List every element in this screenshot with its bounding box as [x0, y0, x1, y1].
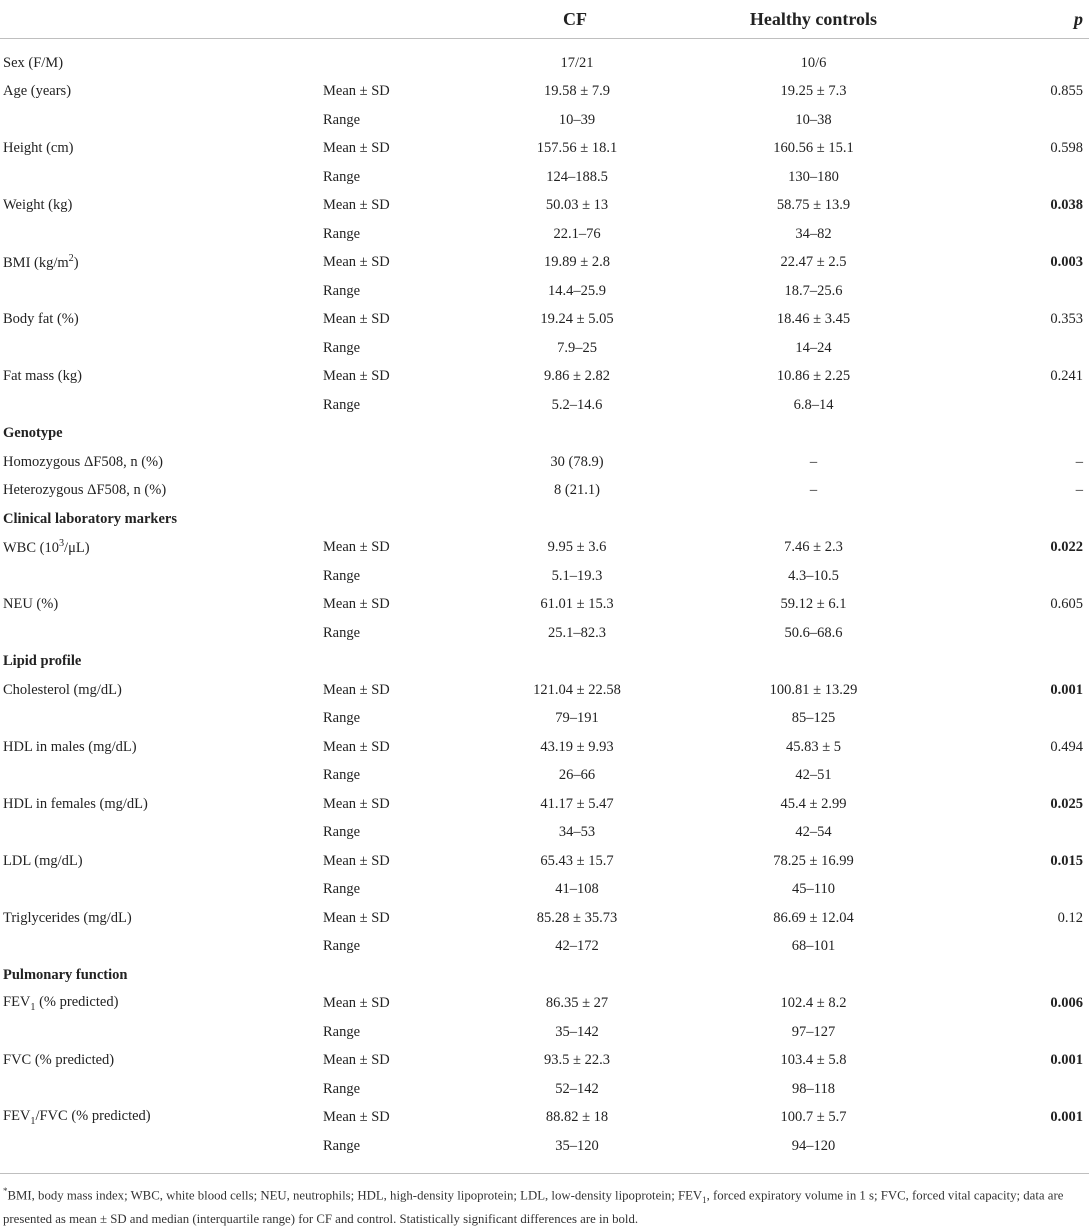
p-value-cell: 0.605 — [1050, 596, 1083, 613]
row-label — [0, 904, 316, 933]
p-value-cell — [933, 1018, 1089, 1047]
row-label-text: Cholesterol (mg/dL) — [3, 681, 122, 698]
statistic-cell: Range — [323, 567, 361, 584]
row-label-text: Homozygous ΔF508, n (%) — [3, 453, 163, 470]
table-row — [0, 847, 1089, 876]
p-value-cell — [933, 619, 1089, 648]
control-value-cell: 10–38 — [795, 111, 832, 128]
row-label — [0, 306, 316, 335]
p-value-cell: 0.12 — [1057, 909, 1083, 926]
row-label — [0, 733, 316, 762]
cf-value-cell: 14.4–25.9 — [548, 282, 606, 299]
p-value-cell — [933, 1132, 1089, 1161]
table-row — [0, 562, 1089, 591]
control-value-cell: – — [809, 482, 818, 499]
p-value-cell — [933, 220, 1089, 249]
cf-value-cell: 61.01 ± 15.3 — [540, 596, 614, 613]
statistic-cell: Mean ± SD — [323, 254, 390, 271]
row-label — [0, 790, 316, 819]
statistic-cell: Range — [323, 624, 361, 641]
p-value-cell: – — [1075, 482, 1083, 499]
table-row — [0, 78, 1089, 107]
cf-value-cell: 41.17 ± 5.47 — [540, 795, 614, 812]
row-label — [0, 106, 316, 135]
control-value-cell: 78.25 ± 16.99 — [773, 852, 854, 869]
section-title: Pulmonary function — [3, 966, 128, 983]
table-row — [0, 220, 1089, 249]
footnote-text-part1: BMI, body mass index; WBC, white blood cells; NEU, neutrophils; HDL, high-density lipoprotein; LDL, low-density lipoprotein; FEV — [7, 1188, 703, 1203]
section-title: Lipid profile — [3, 653, 82, 670]
row-label — [0, 220, 316, 249]
table-row — [0, 106, 1089, 135]
row-label — [0, 1132, 316, 1161]
table-row — [0, 676, 1089, 705]
row-label-text: Age (years) — [3, 83, 72, 100]
p-value-cell: 0.001 — [1050, 1052, 1083, 1069]
cf-value-cell: 50.03 ± 13 — [545, 197, 609, 214]
p-value-cell: 0.241 — [1050, 368, 1083, 385]
p-value-cell — [933, 705, 1089, 734]
statistic-cell: Mean ± SD — [323, 83, 390, 100]
control-value-cell: 4.3–10.5 — [788, 567, 839, 584]
control-value-cell: 22.47 ± 2.5 — [780, 254, 847, 271]
p-value-cell — [933, 39, 1089, 78]
p-value-cell — [933, 762, 1089, 791]
p-value-cell: – — [1075, 453, 1083, 470]
p-value-cell: 0.855 — [1050, 83, 1083, 100]
row-label — [0, 990, 316, 1019]
row-label — [0, 334, 316, 363]
row-label — [0, 1104, 316, 1133]
row-label — [0, 876, 316, 905]
cf-value-cell: 25.1–82.3 — [548, 624, 606, 641]
row-label — [0, 1047, 316, 1076]
p-value-cell: 0.494 — [1050, 738, 1083, 755]
header-row — [0, 0, 1089, 39]
row-label — [0, 534, 316, 563]
p-value-cell — [933, 391, 1089, 420]
statistic-cell: Range — [323, 710, 361, 727]
row-label-subscript: 1 — [30, 1116, 36, 1128]
control-value-cell: 42–54 — [795, 824, 832, 841]
row-label — [0, 448, 316, 477]
table-row — [0, 277, 1089, 306]
control-value-cell: 50.6–68.6 — [784, 624, 843, 641]
row-label — [0, 619, 316, 648]
cf-value-cell: 5.1–19.3 — [551, 567, 603, 584]
control-value-cell: 45.4 ± 2.99 — [780, 795, 847, 812]
statistic-cell: Mean ± SD — [323, 1109, 390, 1126]
statistic-cell: Range — [323, 282, 361, 299]
control-value-cell: 45–110 — [792, 881, 835, 898]
statistic-cell: Mean ± SD — [323, 368, 390, 385]
cf-value-cell: 88.82 ± 18 — [545, 1109, 609, 1126]
row-label-subscript: 1 — [30, 1002, 36, 1014]
section-header-row — [0, 505, 1089, 534]
row-label-suffix: (% predicted) — [35, 994, 119, 1011]
footnote-marker: * — [3, 1186, 8, 1196]
statistic-cell: Mean ± SD — [323, 909, 390, 926]
cf-value-cell: 22.1–76 — [553, 225, 601, 242]
header-healthy-controls: Healthy controls — [694, 0, 933, 39]
p-value-cell — [933, 562, 1089, 591]
cf-value-cell: 79–191 — [555, 710, 599, 727]
p-value-cell — [933, 876, 1089, 905]
cf-value-cell: 121.04 ± 22.58 — [533, 681, 621, 698]
cf-value-cell: 9.86 ± 2.82 — [544, 368, 610, 385]
row-label — [0, 135, 316, 164]
control-value-cell: – — [809, 453, 818, 470]
cf-value-cell: 85.28 ± 35.73 — [536, 909, 618, 926]
cf-value-cell: 9.95 ± 3.6 — [547, 539, 607, 556]
row-label-text: FEV — [3, 994, 31, 1011]
table-row — [0, 904, 1089, 933]
cf-value-cell: 124–188.5 — [546, 168, 608, 185]
row-label — [0, 78, 316, 107]
row-label — [0, 1018, 316, 1047]
table-body — [0, 39, 1089, 1161]
row-label — [0, 676, 316, 705]
control-value-cell: 7.46 ± 2.3 — [784, 539, 843, 556]
p-value-cell — [933, 933, 1089, 962]
row-label — [0, 39, 316, 78]
footnote-subscript: 1 — [702, 1194, 707, 1205]
statistic-cell: Mean ± SD — [323, 140, 390, 157]
row-label-text: Triglycerides (mg/dL) — [3, 909, 132, 926]
footnote-text-part2: , forced expiratory volume in 1 s; FVC, forced vital capacity; data are presented as mean ± SD and median (interquartile range) for CF and control. Statistically significant differences are in bold. — [3, 1188, 1064, 1226]
statistic-cell — [316, 477, 460, 506]
control-value-cell: 18.46 ± 3.45 — [776, 311, 851, 328]
p-value-cell — [933, 1075, 1089, 1104]
row-label-text: Heterozygous ΔF508, n (%) — [3, 482, 167, 499]
control-value-cell: 85–125 — [791, 710, 836, 727]
statistic-cell: Range — [323, 111, 361, 128]
p-value-cell: 0.353 — [1050, 311, 1083, 328]
statistic-cell — [316, 448, 460, 477]
cf-value-cell: 30 (78.9) — [550, 453, 604, 470]
control-value-cell: 160.56 ± 15.1 — [773, 140, 854, 157]
cf-value-cell: 86.35 ± 27 — [545, 995, 609, 1012]
p-value-cell: 0.598 — [1050, 140, 1083, 157]
row-label-text: NEU (%) — [3, 596, 59, 613]
table-row — [0, 1047, 1089, 1076]
row-label — [0, 1075, 316, 1104]
statistic-cell — [316, 39, 460, 78]
statistic-cell: Range — [323, 881, 361, 898]
statistic-cell: Mean ± SD — [323, 795, 390, 812]
cf-value-cell: 7.9–25 — [557, 339, 597, 356]
table-row — [0, 591, 1089, 620]
table-row — [0, 477, 1089, 506]
table-row — [0, 163, 1089, 192]
table-row — [0, 1075, 1089, 1104]
statistic-cell: Range — [323, 1137, 361, 1154]
p-value-cell: 0.022 — [1050, 539, 1083, 556]
statistic-cell: Range — [323, 1023, 361, 1040]
table-row — [0, 39, 1089, 78]
p-value-cell: 0.025 — [1050, 795, 1083, 812]
cf-value-cell: 5.2–14.6 — [551, 396, 603, 413]
table-row — [0, 1018, 1089, 1047]
statistic-cell: Range — [323, 225, 361, 242]
control-value-cell: 94–120 — [791, 1137, 836, 1154]
control-value-cell: 42–51 — [795, 767, 832, 784]
table-row — [0, 933, 1089, 962]
row-label — [0, 391, 316, 420]
statistic-cell: Range — [323, 824, 361, 841]
control-value-cell: 19.25 ± 7.3 — [780, 83, 847, 100]
section-header-row — [0, 961, 1089, 990]
control-value-cell: 68–101 — [791, 938, 836, 955]
table-row — [0, 1104, 1089, 1133]
cf-value-cell: 35–142 — [555, 1023, 599, 1040]
control-value-cell: 14–24 — [795, 339, 832, 356]
p-value-cell: 0.001 — [1050, 681, 1083, 698]
table-header — [0, 0, 1089, 39]
cf-value-cell: 19.58 ± 7.9 — [544, 83, 610, 100]
statistic-cell: Range — [323, 938, 361, 955]
cf-value-cell: 52–142 — [555, 1080, 599, 1097]
control-value-cell: 59.12 ± 6.1 — [780, 596, 847, 613]
statistic-cell: Mean ± SD — [323, 311, 390, 328]
control-value-cell: 97–127 — [791, 1023, 836, 1040]
table-row — [0, 876, 1089, 905]
cf-value-cell: 157.56 ± 18.1 — [536, 140, 618, 157]
p-value-cell: 0.015 — [1050, 852, 1083, 869]
table-row — [0, 790, 1089, 819]
statistic-cell: Mean ± SD — [323, 995, 390, 1012]
p-value-cell: 0.001 — [1050, 1109, 1083, 1126]
table-row — [0, 363, 1089, 392]
control-value-cell: 86.69 ± 12.04 — [773, 909, 854, 926]
header-statistic — [316, 0, 460, 39]
table-row — [0, 135, 1089, 164]
row-label — [0, 847, 316, 876]
statistic-cell: Range — [323, 168, 361, 185]
header-variable — [0, 0, 316, 39]
row-label — [0, 705, 316, 734]
cf-value-cell: 19.24 ± 5.05 — [540, 311, 614, 328]
cf-value-cell: 93.5 ± 22.3 — [544, 1052, 610, 1069]
cf-value-cell: 35–120 — [555, 1137, 599, 1154]
cf-value-cell: 17/21 — [560, 54, 594, 71]
row-label — [0, 363, 316, 392]
cf-value-cell: 34–53 — [558, 824, 596, 841]
control-value-cell: 98–118 — [792, 1080, 835, 1097]
row-label-text: HDL in males (mg/dL) — [3, 738, 137, 755]
row-label-text: WBC (10 — [3, 540, 59, 557]
table-row — [0, 762, 1089, 791]
cf-value-cell: 65.43 ± 15.7 — [540, 852, 614, 869]
row-label-text: Weight (kg) — [3, 197, 73, 214]
row-label-text: Fat mass (kg) — [3, 368, 82, 385]
table-row — [0, 391, 1089, 420]
row-label-text: BMI (kg/m — [3, 255, 69, 272]
row-label — [0, 192, 316, 221]
table-row — [0, 448, 1089, 477]
cf-value-cell: 42–172 — [555, 938, 599, 955]
statistic-cell: Mean ± SD — [323, 681, 390, 698]
row-label — [0, 477, 316, 506]
row-label-text: HDL in females (mg/dL) — [3, 795, 148, 812]
control-value-cell: 130–180 — [788, 168, 839, 185]
row-label — [0, 562, 316, 591]
table-row — [0, 306, 1089, 335]
control-value-cell: 100.81 ± 13.29 — [769, 681, 858, 698]
p-value-cell — [933, 334, 1089, 363]
cf-value-cell: 8 (21.1) — [554, 482, 600, 499]
control-value-cell: 10.86 ± 2.25 — [776, 368, 851, 385]
row-label-superscript: 3 — [58, 538, 65, 550]
statistic-cell: Mean ± SD — [323, 738, 390, 755]
row-label — [0, 277, 316, 306]
p-value-cell: 0.003 — [1050, 254, 1083, 271]
row-label-suffix: ) — [73, 255, 79, 272]
table-row — [0, 249, 1089, 278]
table-row — [0, 819, 1089, 848]
row-label-text: Height (cm) — [3, 140, 74, 157]
control-value-cell: 10/6 — [800, 54, 827, 71]
row-label-text: FEV — [3, 1108, 31, 1125]
p-value-cell — [933, 163, 1089, 192]
statistic-cell: Range — [323, 767, 361, 784]
control-value-cell: 102.4 ± 8.2 — [780, 995, 847, 1012]
table-row — [0, 705, 1089, 734]
row-label-text: Body fat (%) — [3, 311, 79, 328]
section-title: Genotype — [3, 425, 63, 442]
row-label — [0, 819, 316, 848]
statistic-cell: Mean ± SD — [323, 197, 390, 214]
statistic-cell: Range — [323, 339, 361, 356]
cf-value-cell: 19.89 ± 2.8 — [544, 254, 610, 271]
table-row — [0, 1132, 1089, 1161]
p-value-cell: 0.038 — [1050, 197, 1083, 214]
row-label — [0, 163, 316, 192]
row-label — [0, 933, 316, 962]
row-label-superscript: 2 — [68, 253, 74, 265]
p-value-cell — [933, 819, 1089, 848]
p-value-cell: 0.006 — [1050, 995, 1083, 1012]
table-row — [0, 534, 1089, 563]
statistic-cell: Range — [323, 396, 361, 413]
statistic-cell: Range — [323, 1080, 361, 1097]
row-label — [0, 591, 316, 620]
row-label-text: LDL (mg/dL) — [3, 852, 83, 869]
statistic-cell: Mean ± SD — [323, 596, 390, 613]
statistic-cell: Mean ± SD — [323, 852, 390, 869]
table-row — [0, 733, 1089, 762]
p-value-cell — [933, 277, 1089, 306]
header-cf: CF — [460, 0, 694, 39]
table-row — [0, 990, 1089, 1019]
section-header-row — [0, 648, 1089, 677]
statistic-cell: Mean ± SD — [323, 1052, 390, 1069]
control-value-cell: 6.8–14 — [793, 396, 834, 413]
row-label-suffix: /μL) — [64, 540, 90, 557]
row-label — [0, 762, 316, 791]
control-value-cell: 58.75 ± 13.9 — [776, 197, 851, 214]
row-label-text: Sex (F/M) — [3, 54, 64, 71]
table-row — [0, 192, 1089, 221]
p-value-cell — [933, 106, 1089, 135]
cf-value-cell: 10–39 — [558, 111, 596, 128]
control-value-cell: 100.7 ± 5.7 — [780, 1109, 847, 1126]
section-header-row — [0, 420, 1089, 449]
row-label-text: FVC (% predicted) — [3, 1052, 115, 1069]
row-label — [0, 249, 316, 278]
control-value-cell: 45.83 ± 5 — [785, 738, 842, 755]
row-label-suffix: /FVC (% predicted) — [35, 1108, 151, 1125]
table-row — [0, 334, 1089, 363]
control-value-cell: 34–82 — [795, 225, 832, 242]
cf-value-cell: 43.19 ± 9.93 — [540, 738, 614, 755]
section-title: Clinical laboratory markers — [3, 510, 177, 527]
control-value-cell: 18.7–25.6 — [784, 282, 843, 299]
cf-value-cell: 26–66 — [558, 767, 596, 784]
table-row — [0, 619, 1089, 648]
cf-value-cell: 41–108 — [555, 881, 599, 898]
header-p-value: p — [933, 0, 1089, 39]
statistic-cell: Mean ± SD — [323, 539, 390, 556]
control-value-cell: 103.4 ± 5.8 — [780, 1052, 847, 1069]
table-footnote — [0, 1173, 1089, 1229]
